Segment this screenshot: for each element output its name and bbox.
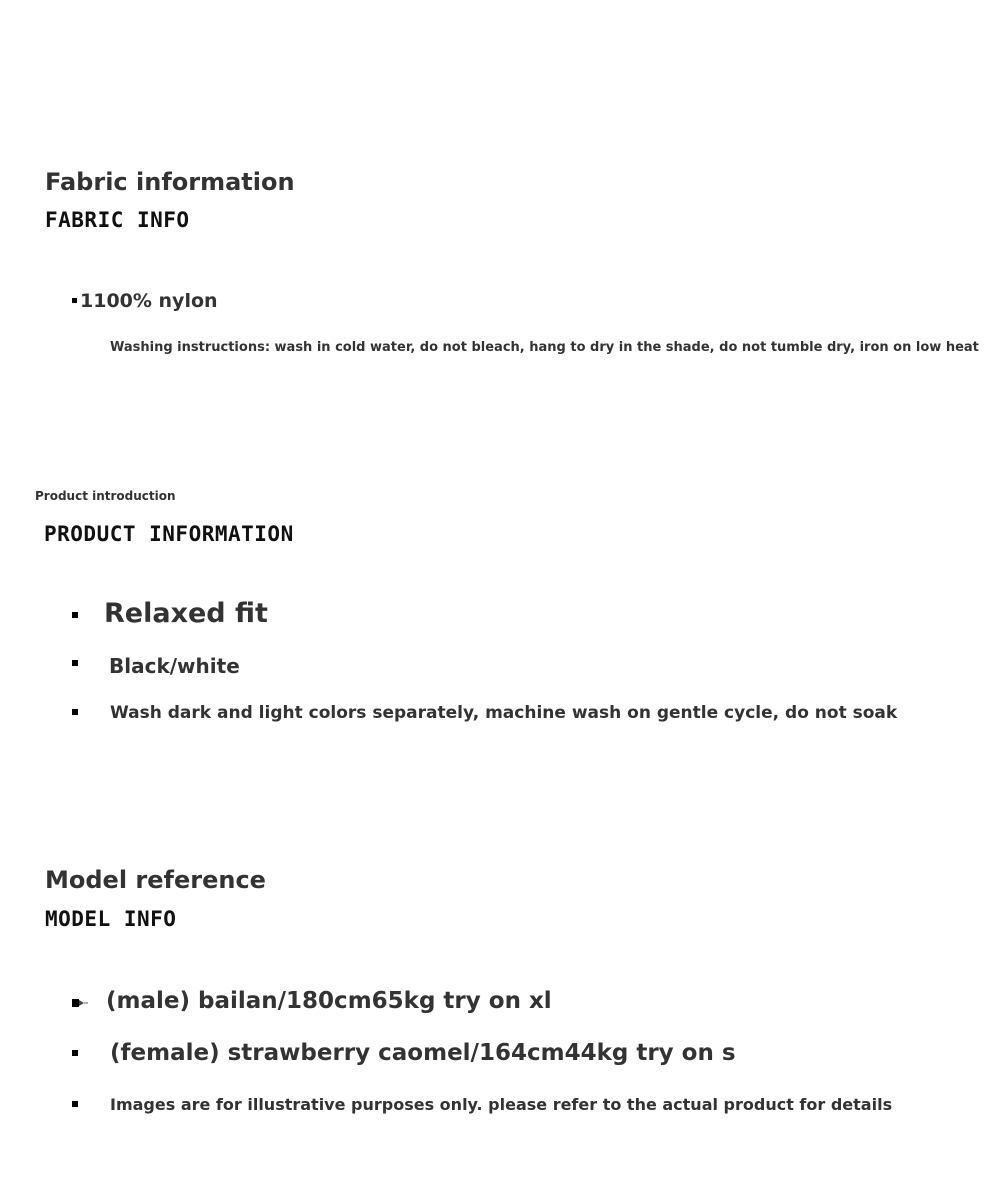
- fabric-title: Fabric information: [45, 168, 295, 196]
- bullet-icon: [72, 709, 78, 715]
- model-item-female: (female) strawberry caomel/164cm44kg try on s: [110, 1040, 736, 1066]
- model-title: Model reference: [45, 866, 266, 894]
- bullet-icon: [72, 660, 78, 666]
- product-item-fit: Relaxed fit: [104, 598, 268, 629]
- model-item-male: (male) bailan/180cm65kg try on xl: [106, 988, 552, 1014]
- bullet-icon: [72, 1050, 78, 1056]
- product-item-color: Black/white: [109, 654, 240, 678]
- bullet-icon: [72, 1101, 78, 1107]
- product-title-en: PRODUCT INFORMATION: [44, 522, 294, 546]
- product-caption: Product introduction: [35, 489, 176, 503]
- fabric-washing-instructions: Washing instructions: wash in cold water, do not bleach, hang to dry in the shade, do not tumble dry, iron on low heat: [110, 340, 979, 355]
- fabric-title-en: FABRIC INFO: [45, 208, 190, 232]
- arrow-bullet-icon: [72, 999, 88, 1007]
- model-item-disclaimer: Images are for illustrative purposes only. please refer to the actual product for details: [110, 1095, 893, 1114]
- product-item-care: Wash dark and light colors separately, machine wash on gentle cycle, do not soak: [110, 703, 898, 723]
- fabric-material: 1100% nylon: [80, 290, 218, 312]
- bullet-icon: [72, 612, 78, 618]
- model-title-en: MODEL INFO: [45, 907, 177, 931]
- bullet-icon: [72, 298, 77, 303]
